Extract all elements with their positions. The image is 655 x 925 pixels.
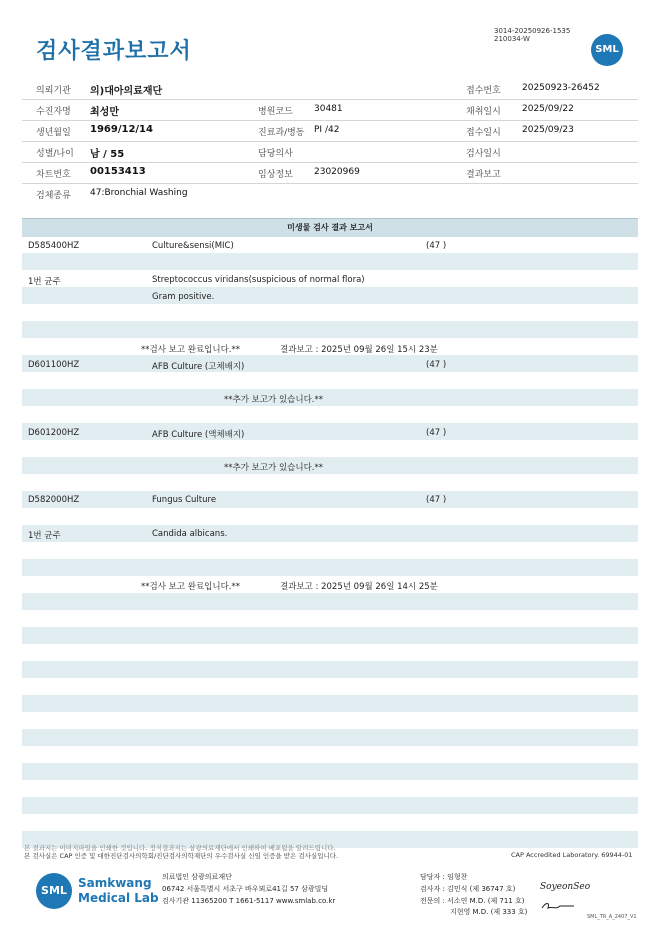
test-name: Culture&sensi(MIC) <box>152 241 234 251</box>
patient-info-table <box>22 78 638 204</box>
info-row <box>22 120 638 142</box>
isolate-result: Candida albicans. <box>152 529 228 539</box>
hospital-code-label: 병원코드 <box>258 107 293 117</box>
test-code: D582000HZ <box>28 495 80 505</box>
clinical-label: 임상정보 <box>258 170 293 180</box>
receipt-no-label: 접수번호 <box>466 86 501 96</box>
row-band <box>22 763 638 780</box>
document-id <box>494 27 570 43</box>
row-band <box>22 661 638 678</box>
specimen-label: 검체종류 <box>36 191 71 201</box>
row-band <box>22 695 638 712</box>
test-name: Fungus Culture <box>152 495 217 505</box>
row-band <box>22 253 638 270</box>
form-id: SML_TR_A_2407_V1 <box>587 914 637 920</box>
brand-name-line1: Samkwang <box>78 876 152 890</box>
dob-label: 생년월일 <box>36 128 71 138</box>
hospital-code-value: 30481 <box>314 104 343 114</box>
specialist-line: 지현영 M.D. (제 333 호) <box>450 908 528 916</box>
organization-address: 06742 서울특별시 서초구 바우뫼로41길 57 삼광빌딩 <box>162 885 329 893</box>
brand-name-line2: Medical Lab <box>78 891 159 905</box>
accreditation-notice: 본 검사실은 CAP 인증 및 대한진단검사의학회/진단검사의학재단의 우수검사실 신임 인증을 받은 검사실입니다. <box>24 852 339 860</box>
row-band <box>22 525 638 542</box>
row-band <box>22 729 638 746</box>
row-band <box>22 389 638 406</box>
row-band <box>22 355 638 372</box>
additional-report-note: **추가 보고가 있습니다.** <box>224 395 324 405</box>
dept-label: 진료과/병동 <box>258 128 305 138</box>
report-complete-note: **검사 보고 완료입니다.** <box>141 582 241 592</box>
row-band <box>22 797 638 814</box>
test-code: D585400HZ <box>28 241 80 251</box>
signature-scribble <box>540 897 576 916</box>
dob-value: 1969/12/14 <box>90 124 153 135</box>
clinical-value: 23020969 <box>314 167 360 177</box>
row-band <box>22 491 638 508</box>
test-code: D601100HZ <box>28 360 80 370</box>
tester-line: 검사자 : 김민식 (제 36747 호) <box>420 885 516 893</box>
collect-date-value: 2025/09/22 <box>522 104 574 114</box>
document-id-line2: 210034-W <box>494 35 530 43</box>
receipt-date-label: 접수일시 <box>466 128 501 138</box>
specialist-line: 전문의 : 서소연 M.D. (제 711 호) <box>420 897 525 905</box>
institution-value: 의)대아의료재단 <box>90 86 163 97</box>
info-row <box>22 99 638 121</box>
report-label: 결과보고 <box>466 170 501 180</box>
report-complete-note: **검사 보고 완료입니다.** <box>141 345 241 355</box>
report-timestamp: 결과보고 : 2025년 09월 26일 14시 25분 <box>280 582 438 592</box>
receipt-no-value: 20250923-26452 <box>522 83 600 93</box>
organization-contact: 검사기관 11365200 T 1661-5117 www.smlab.co.kr <box>162 897 336 905</box>
info-row <box>22 162 638 184</box>
info-row <box>22 141 638 163</box>
sml-logo: SML <box>591 34 623 66</box>
dept-value: PI /42 <box>314 125 340 135</box>
cap-accreditation: CAP Accredited Laboratory. 69944-01 <box>511 851 633 859</box>
isolate-result: Streptococcus viridans(suspicious of normal flora) <box>152 275 365 285</box>
report-title: 검사결과보고서 <box>36 39 192 64</box>
chart-no-value: 00153413 <box>90 166 146 177</box>
specimen-value: 47:Bronchial Washing <box>90 188 188 198</box>
institution-label: 의뢰기관 <box>36 86 71 96</box>
isolate-label: 1번 균주 <box>28 277 61 287</box>
sex-age-label: 성별/나이 <box>36 149 74 159</box>
sex-age-value: 남 / 55 <box>90 149 125 160</box>
test-name: AFB Culture (액체배지) <box>152 430 245 440</box>
document-id-line1: 3014-20250926-1535 <box>494 27 571 35</box>
chart-no-label: 차트번호 <box>36 170 71 180</box>
info-row <box>22 183 638 204</box>
row-band <box>22 423 638 440</box>
section-title: 미생물 검사 결과 보고서 <box>22 218 638 237</box>
row-band <box>22 627 638 644</box>
specimen-code: (47 ) <box>426 428 447 438</box>
print-notice: 본 결과지는 이미지파일을 인쇄한 것입니다. 정식결과지는 삼광의료재단에서 인쇄하여 배포됨을 알려드립니다. <box>24 844 336 852</box>
receipt-date-value: 2025/09/23 <box>522 125 574 135</box>
additional-report-note: **추가 보고가 있습니다.** <box>224 463 324 473</box>
organization-name: 의료법인 삼광의료재단 <box>162 873 232 881</box>
row-band <box>22 287 638 304</box>
signature: SoyeonSeo <box>540 882 591 892</box>
test-name: AFB Culture (고체배지) <box>152 362 245 372</box>
info-row <box>22 78 638 100</box>
specimen-code: (47 ) <box>426 360 447 370</box>
specimen-code: (47 ) <box>426 495 447 505</box>
gram-result: Gram positive. <box>152 292 215 302</box>
report-timestamp: 결과보고 : 2025년 09월 26일 15시 23분 <box>280 345 438 355</box>
row-band <box>22 559 638 576</box>
row-band <box>22 457 638 474</box>
specimen-code: (47 ) <box>426 241 447 251</box>
row-band <box>22 593 638 610</box>
manager-line: 담당자 : 임형찬 <box>420 873 468 881</box>
isolate-label: 1번 균주 <box>28 531 61 541</box>
doctor-label: 담당의사 <box>258 149 293 159</box>
test-code: D601200HZ <box>28 428 80 438</box>
test-date-label: 검사일시 <box>466 149 501 159</box>
patient-label: 수진자명 <box>36 107 71 117</box>
patient-value: 최성만 <box>90 107 119 118</box>
collect-date-label: 채취일시 <box>466 107 501 117</box>
sml-logo-footer: SML <box>36 873 72 909</box>
row-band <box>22 321 638 338</box>
